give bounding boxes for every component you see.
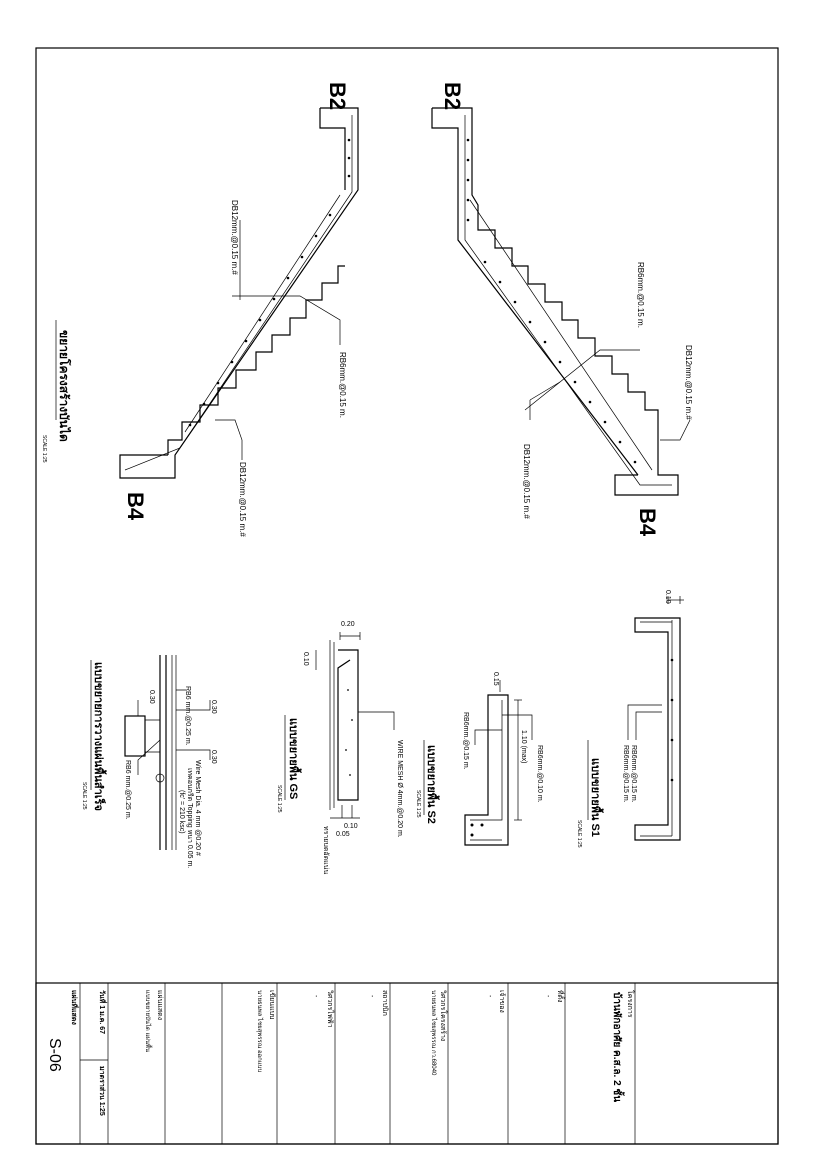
floor-rebar-1: RB6 mm.@0.25 m. xyxy=(184,686,191,746)
label-b4-left: B4 xyxy=(123,492,148,521)
tb-architect-value: - xyxy=(368,995,375,998)
left-db-bottom-label: DB12mm.@0.15 m.# xyxy=(238,462,247,537)
s2-rebar-1: RB6mm.@0.15 m. xyxy=(462,712,469,770)
rebar-dots-right xyxy=(467,139,637,464)
s2-title: แบบขยายพื้น S2 xyxy=(425,745,437,824)
left-db-top-label: DB12mm.@0.15 m.# xyxy=(230,200,239,275)
stair-section-right xyxy=(432,108,690,495)
s2-scale: SCALE 1:25 xyxy=(415,790,421,818)
s2-dim-top: 0.15 xyxy=(492,672,499,686)
floor-rebar-2: RB6 mm.@0.25 m. xyxy=(124,760,131,820)
tb-location-label: ที่ตั้ง xyxy=(556,990,563,1003)
floor-topping: เทคอนกรีต Topping หนา 0.05 m. xyxy=(186,768,193,869)
right-db-bottom-label: DB12mm.@0.15 m.# xyxy=(522,444,531,519)
tb-architect-label: สถาปนิก xyxy=(381,990,388,1016)
s1-scale: SCALE 1:25 xyxy=(576,820,582,848)
gs-title: แบบขยายพื้น GS xyxy=(287,718,299,800)
right-db-top-label: DB12mm.@0.15 m.# xyxy=(684,345,693,420)
tb-project-label: โครงการ xyxy=(626,990,633,1018)
tb-sheet-name-value: แบบขยายบันได แผ่นพื้น xyxy=(144,990,150,1053)
tb-date: วันที่ 1 ม.ค. 67 xyxy=(98,990,105,1035)
gs-dim-a: 0.10 xyxy=(344,823,358,830)
label-b2-right: B2 xyxy=(440,82,465,111)
right-rb-label: RB6mm.@0.15 m. xyxy=(636,262,645,328)
tb-drafter-value: นายธนพล ไชยสุพรรณ ออกแบบ xyxy=(256,990,262,1073)
s1-title: แบบขยายพื้น S1 xyxy=(589,758,601,837)
detail-gs xyxy=(316,632,394,818)
gs-dim-b: 0.05 xyxy=(336,831,350,838)
tb-scale: มาตราส่วน 1:25 xyxy=(98,1066,105,1116)
floor-scale: SCALE 1:25 xyxy=(81,782,87,810)
gs-wire: WIRE MESH Ø 4mm.@0.20 m. xyxy=(396,740,403,838)
floor-fc: (fc' = 210 ksc) xyxy=(178,790,185,834)
left-rb-label: RB6mm.@0.15 m. xyxy=(338,352,347,418)
gs-scale: SCALE 1:25 xyxy=(276,785,282,813)
tb-sheet-no: S-06 xyxy=(46,1038,63,1072)
floor-mesh: Wire Mesh Dia. 4 mm @0.20 # xyxy=(194,760,201,856)
tb-location-value: - xyxy=(544,995,551,998)
gs-dim-h: 0.10 xyxy=(302,652,309,666)
s2-dim-span: 1.10 (max) xyxy=(520,730,527,764)
floor-dim-b: 0.30 xyxy=(210,700,217,714)
gs-dim-w: 0.20 xyxy=(341,621,355,628)
tb-engineer-value: นายธนพล ไชยสุพรรณ กว.68040 xyxy=(430,990,436,1076)
left-section-title: ขยายโครงสร้างบันได xyxy=(57,330,71,442)
s1-dim: 0.10 xyxy=(664,590,671,604)
tb-owner-label: เจ้าของ xyxy=(498,990,505,1013)
tb-project-name: บ้านพักอาศัย ค.ส.ล. 2 ชั้น xyxy=(611,992,622,1103)
s1-rebar-1: RB6mm.@0.15 m. xyxy=(622,745,629,803)
gs-note: ทรายบดอัดแน่น xyxy=(322,826,329,875)
tb-owner-value: - xyxy=(486,995,493,998)
label-b4-right: B4 xyxy=(635,508,660,537)
floor-dim-c: 0.30 xyxy=(210,750,217,764)
detail-s1 xyxy=(628,596,684,840)
tb-sheet-name-label: แผ่นแสดง xyxy=(156,990,163,1021)
tb-electrical-value: - xyxy=(312,995,319,998)
tb-sheet-no-label: แผ่นที่แสดง xyxy=(70,990,77,1025)
stair-section-left xyxy=(120,108,358,478)
tb-drafter-label: เขียนแบบ xyxy=(268,990,275,1020)
s2-rebar-2: RB6mm.@0.10 m. xyxy=(536,745,543,803)
tb-engineer-label: วิศวกรโครงสร้าง xyxy=(439,990,446,1042)
tb-electrical-label: วิศวกรไฟฟ้า xyxy=(326,990,333,1028)
floor-title: แบบขยายการวางแผ่นพื้นสำเร็จ xyxy=(92,662,104,811)
s1-rebar-2: RB6mm.@0.15 m. xyxy=(630,745,637,803)
label-b2-left: B2 xyxy=(325,82,350,111)
floor-dim-a: 0.30 xyxy=(148,690,155,704)
left-section-scale: SCALE 1:25 xyxy=(41,435,47,463)
